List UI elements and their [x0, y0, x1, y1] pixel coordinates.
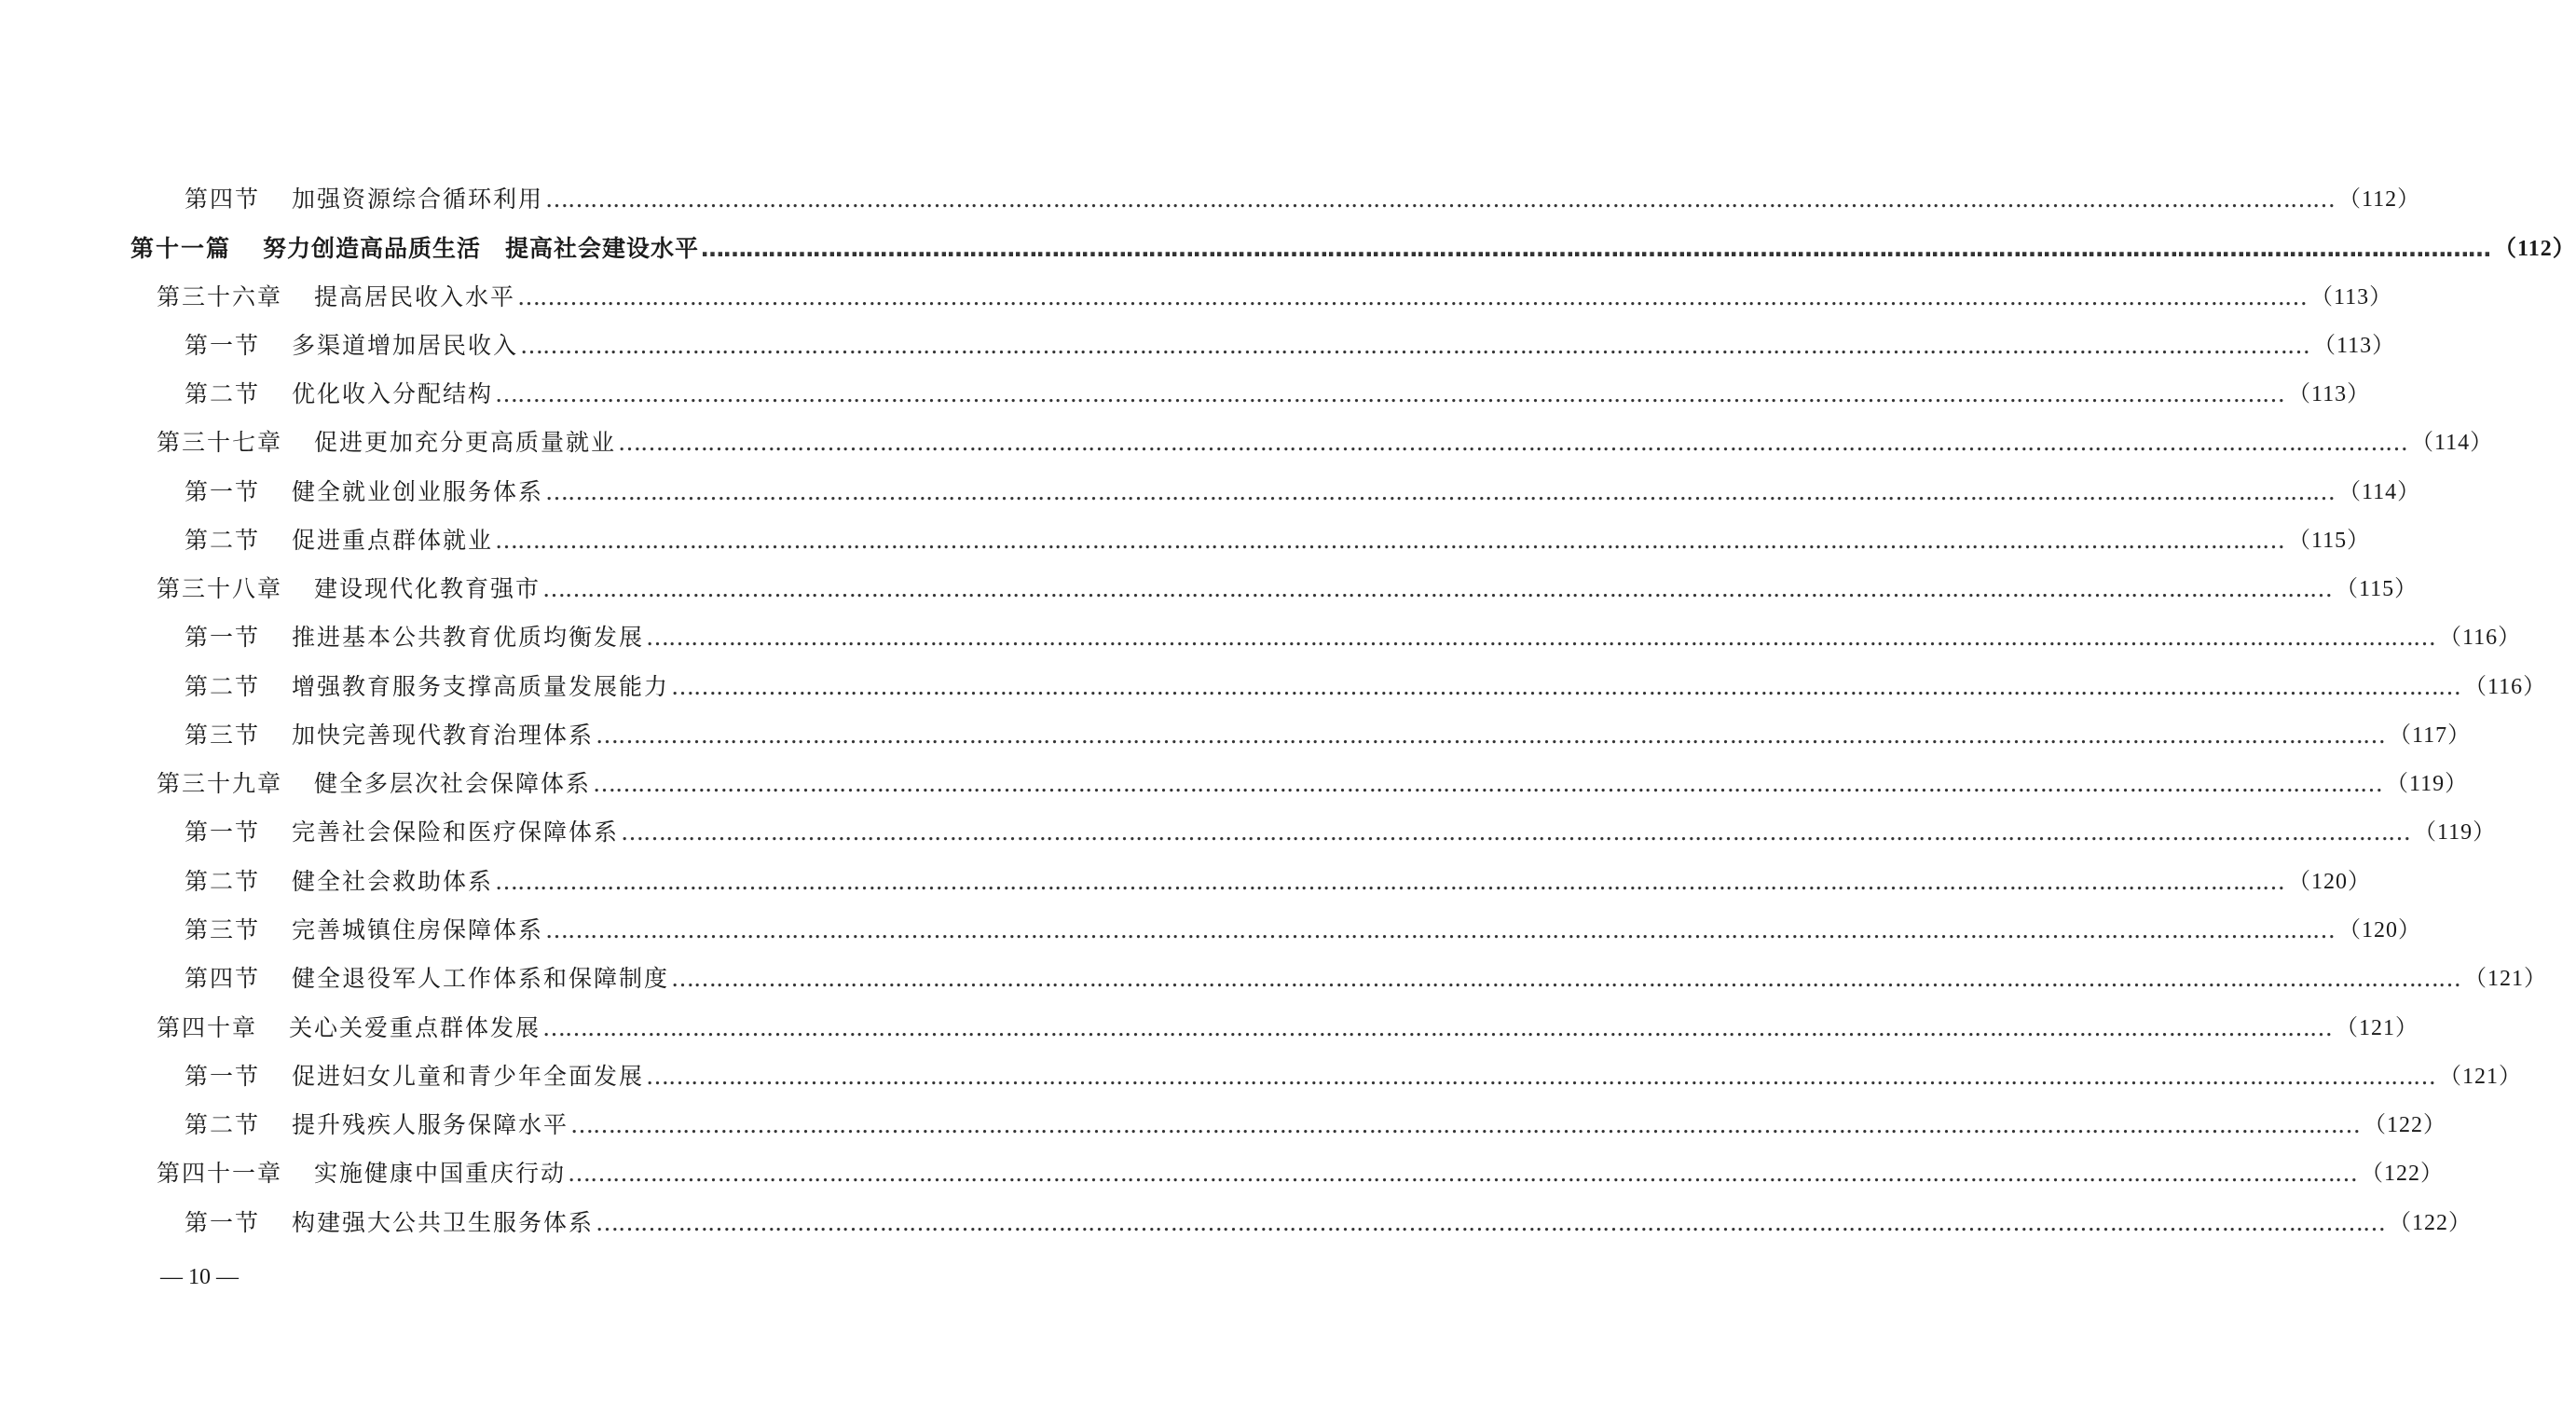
toc-entry-chapter — [157, 1155, 2445, 1192]
toc-entry-gap — [231, 230, 263, 268]
toc-dot-leader: …………………………………………………………………………………………………………………………………………………………………………………………………………………… — [570, 1111, 2361, 1138]
toc-entry-number: 第四十章 — [157, 1014, 258, 1041]
toc-dot-leader: …………………………………………………………………………………………………………………………………………………………………………………………………………………… — [596, 722, 2386, 749]
toc-entry-section — [185, 717, 2472, 754]
toc-entry-chapter — [157, 279, 2393, 316]
toc-entry-gap — [260, 960, 292, 997]
toc-dot-leader: …………………………………………………………………………………………………………………………………………………………………………………………………………………… — [545, 186, 2336, 213]
toc-entry-label — [185, 619, 644, 656]
toc-entry-number: 第三十六章 — [157, 283, 283, 310]
toc-dot-leader: …………………………………………………………………………………………………………………………………………………………………………………………………………………… — [517, 283, 2308, 310]
toc-entry-number: 第四十一章 — [157, 1160, 283, 1187]
toc-entry-page: （113） — [2313, 334, 2396, 358]
toc-entry-gap — [260, 1204, 292, 1242]
toc-entry-gap — [260, 619, 292, 656]
toc-entry-title: 关心关爱重点群体发展 — [289, 1014, 541, 1041]
toc-entry-title: 实施健康中国重庆行动 — [314, 1160, 567, 1187]
toc-entry-gap — [260, 1107, 292, 1144]
toc-entry-title: 努力创造高品质生活 提高社会建设水平 — [263, 235, 700, 262]
toc-entry-page: （112） — [2338, 187, 2421, 212]
toc-entry-title: 增强教育服务支撑高质量发展能力 — [292, 673, 670, 700]
toc-entry-page: （114） — [2411, 431, 2494, 455]
toc-entry-label — [185, 863, 493, 901]
toc-entry-page: （115） — [2336, 577, 2418, 601]
toc-dot-leader: …………………………………………………………………………………………………………………………………………………………………………………………………………………… — [545, 478, 2336, 505]
toc-entry-gap — [282, 424, 314, 461]
toc-entry-title: 促进更加充分更高质量就业 — [314, 429, 617, 456]
toc-entry-number: 第三节 — [185, 722, 261, 749]
toc-entry-number: 第三十九章 — [157, 770, 283, 797]
toc-entry-number: 第四节 — [185, 965, 261, 992]
toc-entry-gap — [260, 376, 292, 413]
toc-entry-title: 多渠道增加居民收入 — [292, 332, 519, 359]
toc-entry-gap — [260, 717, 292, 754]
toc-entry-title: 提高居民收入水平 — [314, 283, 516, 310]
toc-entry-number: 第二节 — [185, 673, 261, 700]
toc-entry-gap — [260, 327, 292, 365]
toc-entry-number: 第一节 — [185, 332, 261, 359]
toc-entry-section — [185, 1058, 2523, 1095]
toc-entry-title: 完善社会保险和医疗保障体系 — [292, 819, 620, 846]
toc-entry-number: 第一节 — [185, 1063, 261, 1090]
toc-entry-section — [185, 474, 2421, 511]
toc-entry-label — [157, 279, 515, 316]
toc-dot-leader: …………………………………………………………………………………………………………………………………………………………………………………………………………………… — [542, 575, 2333, 602]
toc-entry-label — [185, 668, 669, 706]
toc-entry-gap — [260, 863, 292, 901]
toc-entry-number: 第二节 — [185, 1111, 261, 1138]
toc-entry-section — [185, 1107, 2447, 1144]
toc-entry-section — [185, 912, 2422, 949]
toc-entry-section — [185, 327, 2396, 365]
toc-entry-section — [185, 960, 2548, 997]
toc-entry-page: （119） — [2386, 772, 2469, 796]
toc-entry-label — [157, 424, 616, 461]
toc-entry-number: 第三十七章 — [157, 429, 283, 456]
toc-entry-label — [185, 1107, 569, 1144]
toc-entry-title: 优化收入分配结构 — [292, 380, 494, 407]
toc-entry-number: 第三节 — [185, 916, 261, 943]
toc-entry-gap — [260, 474, 292, 511]
toc-entry-page: （122） — [2389, 1211, 2473, 1235]
toc-entry-label — [185, 1058, 644, 1095]
toc-entry-page: （116） — [2464, 675, 2547, 699]
toc-entry-label — [185, 376, 493, 413]
toc-entry-page: （122） — [2364, 1113, 2447, 1137]
toc-entry-chapter — [157, 571, 2418, 608]
toc-entry-number: 第一节 — [185, 624, 261, 651]
toc-entry-label — [185, 181, 543, 218]
toc-entry-title: 加快完善现代教育治理体系 — [292, 722, 595, 749]
toc-entry-gap — [260, 814, 292, 851]
toc-dot-leader: …………………………………………………………………………………………………………………………………………………………………………………………………………………… — [701, 235, 2491, 262]
toc-entry-number: 第二节 — [185, 380, 261, 407]
toc-entry-number: 第三十八章 — [157, 575, 283, 602]
toc-entry-section — [185, 1204, 2473, 1242]
toc-entry-page: （120） — [2288, 870, 2372, 894]
toc-dot-leader: …………………………………………………………………………………………………………………………………………………………………………………………………………………… — [495, 380, 2285, 407]
toc-entry-label — [185, 912, 543, 949]
toc-entry-page: （121） — [2464, 967, 2548, 991]
toc-entry-title: 健全社会救助体系 — [292, 868, 494, 895]
toc-entry-section — [185, 814, 2497, 851]
toc-entry-number: 第四节 — [185, 186, 261, 213]
toc-entry-label — [185, 814, 619, 851]
toc-entry-part — [130, 230, 2576, 268]
toc-entry-number: 第二节 — [185, 527, 261, 554]
toc-entry-title: 建设现代化教育强市 — [314, 575, 541, 602]
toc-entry-title: 推进基本公共教育优质均衡发展 — [292, 624, 645, 651]
toc-entry-title: 完善城镇住房保障体系 — [292, 916, 544, 943]
toc-entry-page: （120） — [2338, 918, 2422, 942]
toc-entry-number: 第一节 — [185, 1209, 261, 1236]
toc-entry-gap — [260, 1058, 292, 1095]
toc-entry-title: 促进重点群体就业 — [292, 527, 494, 554]
toc-entry-gap — [282, 1155, 314, 1192]
toc-entry-label — [157, 1010, 541, 1047]
toc-entry-label — [130, 230, 699, 268]
toc-dot-leader: …………………………………………………………………………………………………………………………………………………………………………………………………………………… — [545, 916, 2336, 943]
toc-entry-page: （113） — [2288, 382, 2371, 406]
toc-entry-label — [185, 960, 669, 997]
toc-entry-page: （115） — [2288, 529, 2371, 553]
page-number: — 10 — — [160, 1265, 239, 1289]
toc-entry-gap — [282, 571, 314, 608]
toc-entry-number: 第二节 — [185, 868, 261, 895]
toc-dot-leader: …………………………………………………………………………………………………………………………………………………………………………………………………………………… — [568, 1160, 2358, 1187]
toc-entry-page: （113） — [2310, 285, 2393, 310]
toc-entry-page: （117） — [2389, 723, 2472, 748]
toc-entry-gap — [282, 279, 314, 316]
toc-entry-number: 第十一篇 — [130, 235, 232, 262]
toc-dot-leader: …………………………………………………………………………………………………………………………………………………………………………………………………………………… — [520, 332, 2310, 359]
toc-entry-chapter — [157, 424, 2494, 461]
toc-entry-page: （112） — [2494, 237, 2576, 261]
toc-entry-title: 健全多层次社会保障体系 — [314, 770, 592, 797]
toc-entry-section — [185, 376, 2371, 413]
toc-entry-label — [185, 1204, 594, 1242]
toc-dot-leader: …………………………………………………………………………………………………………………………………………………………………………………………………………………… — [596, 1209, 2386, 1236]
toc-dot-leader: …………………………………………………………………………………………………………………………………………………………………………………………………………………… — [671, 965, 2461, 992]
toc-entry-gap — [260, 522, 292, 559]
toc-entry-label — [185, 474, 543, 511]
toc-entry-section — [185, 668, 2547, 706]
toc-entry-label — [185, 717, 594, 754]
toc-entry-title: 加强资源综合循环利用 — [292, 186, 544, 213]
toc-entry-label — [185, 522, 493, 559]
toc-entry-gap — [260, 912, 292, 949]
toc-entry-title: 构建强大公共卫生服务体系 — [292, 1209, 595, 1236]
toc-entry-label — [157, 571, 541, 608]
toc-dot-leader: …………………………………………………………………………………………………………………………………………………………………………………………………………………… — [621, 819, 2411, 846]
toc-entry-number: 第一节 — [185, 478, 261, 505]
toc-entry-gap — [282, 765, 314, 803]
toc-entry-page: （114） — [2338, 480, 2421, 504]
toc-entry-title: 提升残疾人服务保障水平 — [292, 1111, 569, 1138]
toc-entry-chapter — [157, 1010, 2419, 1047]
toc-entry-title: 健全就业创业服务体系 — [292, 478, 544, 505]
toc-entry-label — [157, 1155, 566, 1192]
toc-entry-section — [185, 619, 2522, 656]
toc-entry-page: （121） — [2336, 1016, 2419, 1040]
toc-entry-gap — [260, 668, 292, 706]
toc-entry-page: （119） — [2414, 820, 2497, 845]
toc-entry-page: （116） — [2439, 626, 2522, 650]
toc-dot-leader: …………………………………………………………………………………………………………………………………………………………………………………………………………………… — [495, 868, 2285, 895]
toc-entry-gap — [257, 1010, 289, 1047]
toc-entry-label — [185, 327, 518, 365]
toc-dot-leader: …………………………………………………………………………………………………………………………………………………………………………………………………………………… — [495, 527, 2285, 554]
toc-entry-title: 促进妇女儿童和青少年全面发展 — [292, 1063, 645, 1090]
toc-dot-leader: …………………………………………………………………………………………………………………………………………………………………………………………………………………… — [646, 624, 2436, 651]
toc-dot-leader: …………………………………………………………………………………………………………………………………………………………………………………………………………………… — [542, 1014, 2333, 1041]
toc-dot-leader: …………………………………………………………………………………………………………………………………………………………………………………………………………………… — [593, 770, 2383, 797]
toc-dot-leader: …………………………………………………………………………………………………………………………………………………………………………………………………………………… — [671, 673, 2461, 700]
toc-entry-page: （121） — [2439, 1065, 2523, 1089]
toc-entry-page: （122） — [2361, 1162, 2445, 1186]
toc-dot-leader: …………………………………………………………………………………………………………………………………………………………………………………………………………………… — [618, 429, 2408, 456]
toc-entry-section — [185, 181, 2421, 218]
toc-dot-leader: …………………………………………………………………………………………………………………………………………………………………………………………………………………… — [646, 1063, 2436, 1090]
toc-entry-section — [185, 522, 2371, 559]
toc-entry-number: 第一节 — [185, 819, 261, 846]
toc-entry-section — [185, 863, 2372, 901]
toc-entry-gap — [260, 181, 292, 218]
toc-entry-label — [157, 765, 591, 803]
toc-entry-title: 健全退役军人工作体系和保障制度 — [292, 965, 670, 992]
toc-entry-chapter — [157, 765, 2469, 803]
